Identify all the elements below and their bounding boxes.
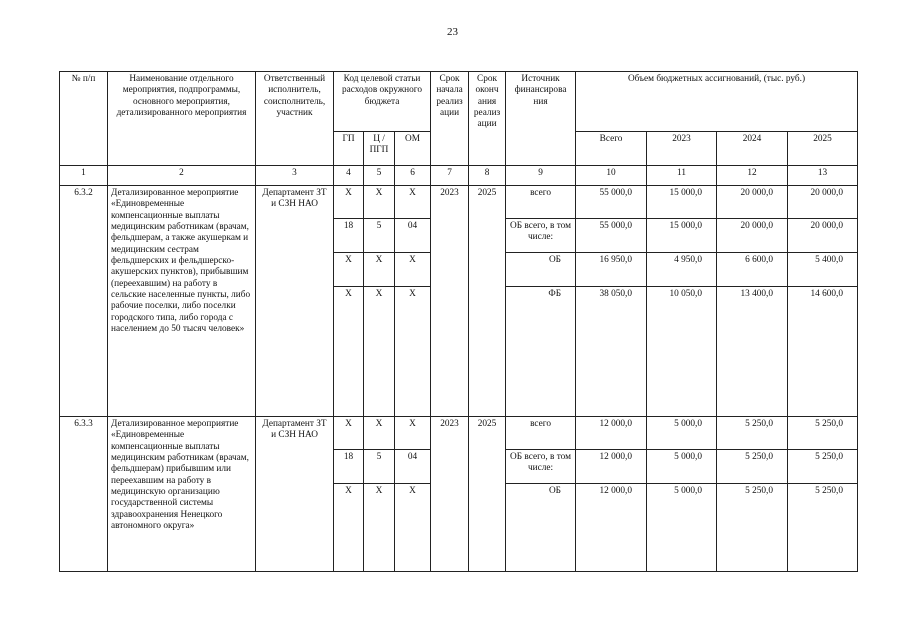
cell-gp: 18 bbox=[334, 450, 364, 484]
cell-cpgp: X bbox=[364, 417, 395, 450]
cell-gp: 18 bbox=[334, 219, 364, 253]
cell-gp: X bbox=[334, 186, 364, 219]
header-source: Источник финансирова ния bbox=[506, 72, 576, 166]
row-responsible: Департамент ЗТ и СЗН НАО bbox=[256, 417, 334, 572]
cell-cpgp: X bbox=[364, 253, 395, 287]
cell-om: X bbox=[395, 417, 431, 450]
header-2025: 2025 bbox=[788, 132, 858, 166]
column-number: 3 bbox=[256, 166, 334, 186]
cell-gp: X bbox=[334, 417, 364, 450]
cell-cpgp: 5 bbox=[364, 219, 395, 253]
cell-2024: 5 250,0 bbox=[717, 417, 788, 450]
cell-2025: 20 000,0 bbox=[788, 186, 858, 219]
cell-cpgp: 5 bbox=[364, 450, 395, 484]
row-name: Детализированное мероприятие «Единовременные компенсационные выплаты медицинским работникам (врачам, фельдшерам) прибывшим или переехавшим на работу в медицинскую организацию государственной системы здравоохранения Ненецкого автономного округа» bbox=[108, 417, 256, 572]
cell-total: 12 000,0 bbox=[576, 484, 647, 572]
cell-gp: X bbox=[334, 253, 364, 287]
cell-2024: 20 000,0 bbox=[717, 186, 788, 219]
cell-source: ОБ всего, в том числе: bbox=[506, 219, 576, 253]
cell-2025: 5 250,0 bbox=[788, 417, 858, 450]
header-num: № п/п bbox=[60, 72, 108, 166]
column-number: 9 bbox=[506, 166, 576, 186]
cell-om: X bbox=[395, 186, 431, 219]
header-total: Всего bbox=[576, 132, 647, 166]
column-number: 6 bbox=[395, 166, 431, 186]
cell-total: 38 050,0 bbox=[576, 287, 647, 417]
column-number: 5 bbox=[364, 166, 395, 186]
cell-2024: 5 250,0 bbox=[717, 484, 788, 572]
header-start: Срок начала реализ ации bbox=[431, 72, 469, 166]
column-number: 12 bbox=[717, 166, 788, 186]
row-responsible: Департамент ЗТ и СЗН НАО bbox=[256, 186, 334, 417]
table-row bbox=[60, 417, 858, 450]
column-number: 8 bbox=[469, 166, 506, 186]
cell-2023: 4 950,0 bbox=[647, 253, 717, 287]
cell-2025: 14 600,0 bbox=[788, 287, 858, 417]
header-code: Код целевой статьи расходов окружного бюджета bbox=[334, 72, 431, 132]
cell-om: 04 bbox=[395, 219, 431, 253]
cell-2023: 5 000,0 bbox=[647, 450, 717, 484]
column-number: 13 bbox=[788, 166, 858, 186]
cell-2025: 5 250,0 bbox=[788, 484, 858, 572]
header-om: ОМ bbox=[395, 132, 431, 166]
header-2023: 2023 bbox=[647, 132, 717, 166]
cell-2023: 5 000,0 bbox=[647, 484, 717, 572]
cell-2024: 5 250,0 bbox=[717, 450, 788, 484]
cell-2024: 13 400,0 bbox=[717, 287, 788, 417]
cell-om: X bbox=[395, 287, 431, 417]
header-cpgp: Ц / ПГП bbox=[364, 132, 395, 166]
column-number-row bbox=[60, 166, 858, 186]
cell-source: всего bbox=[506, 417, 576, 450]
row-num: 6.3.2 bbox=[60, 186, 108, 417]
cell-gp: X bbox=[334, 484, 364, 572]
cell-2023: 5 000,0 bbox=[647, 417, 717, 450]
cell-2024: 6 600,0 bbox=[717, 253, 788, 287]
budget-table bbox=[59, 71, 858, 572]
cell-source: всего bbox=[506, 186, 576, 219]
cell-2023: 10 050,0 bbox=[647, 287, 717, 417]
row-end: 2025 bbox=[469, 186, 506, 417]
cell-gp: X bbox=[334, 287, 364, 417]
cell-2025: 5 250,0 bbox=[788, 450, 858, 484]
cell-om: 04 bbox=[395, 450, 431, 484]
header-gp: ГП bbox=[334, 132, 364, 166]
cell-source: ОБ bbox=[506, 253, 576, 287]
row-num: 6.3.3 bbox=[60, 417, 108, 572]
cell-source: ОБ bbox=[506, 484, 576, 572]
cell-source: ОБ всего, в том числе: bbox=[506, 450, 576, 484]
cell-om: X bbox=[395, 484, 431, 572]
cell-2025: 20 000,0 bbox=[788, 219, 858, 253]
cell-2023: 15 000,0 bbox=[647, 219, 717, 253]
row-start: 2023 bbox=[431, 186, 469, 417]
cell-cpgp: X bbox=[364, 287, 395, 417]
header-end: Срок оконч ания реализ ации bbox=[469, 72, 506, 166]
cell-source: ФБ bbox=[506, 287, 576, 417]
cell-om: X bbox=[395, 253, 431, 287]
header-name: Наименование отдельного мероприятия, подпрограммы, основного мероприятия, детализированного мероприятия bbox=[108, 72, 256, 166]
cell-total: 12 000,0 bbox=[576, 450, 647, 484]
row-start: 2023 bbox=[431, 417, 469, 572]
cell-total: 55 000,0 bbox=[576, 186, 647, 219]
column-number: 4 bbox=[334, 166, 364, 186]
column-number: 7 bbox=[431, 166, 469, 186]
cell-2025: 5 400,0 bbox=[788, 253, 858, 287]
page-number: 23 bbox=[447, 26, 458, 38]
row-name: Детализированное мероприятие «Единовременные компенсационные выплаты медицинским работникам (врачам, фельдшерам, а также акушеркам и медицинским сестрам фельдшерских и фельдшерско-акушерских пунктов), прибывшим (переехавшим) на работу в сельские населенные пункты, либо рабочие поселки, либо поселки городского типа, либо города с населением до 50 тысяч человек» bbox=[108, 186, 256, 417]
column-number: 11 bbox=[647, 166, 717, 186]
cell-cpgp: X bbox=[364, 186, 395, 219]
cell-total: 55 000,0 bbox=[576, 219, 647, 253]
cell-cpgp: X bbox=[364, 484, 395, 572]
cell-2024: 20 000,0 bbox=[717, 219, 788, 253]
column-number: 2 bbox=[108, 166, 256, 186]
table-row bbox=[60, 186, 858, 219]
header-responsible: Ответственный исполнитель, соисполнитель, участник bbox=[256, 72, 334, 166]
cell-2023: 15 000,0 bbox=[647, 186, 717, 219]
column-number: 10 bbox=[576, 166, 647, 186]
row-end: 2025 bbox=[469, 417, 506, 572]
header-2024: 2024 bbox=[717, 132, 788, 166]
cell-total: 12 000,0 bbox=[576, 417, 647, 450]
cell-total: 16 950,0 bbox=[576, 253, 647, 287]
column-number: 1 bbox=[60, 166, 108, 186]
header-volume: Объем бюджетных ассигнований, (тыс. руб.) bbox=[576, 72, 858, 132]
